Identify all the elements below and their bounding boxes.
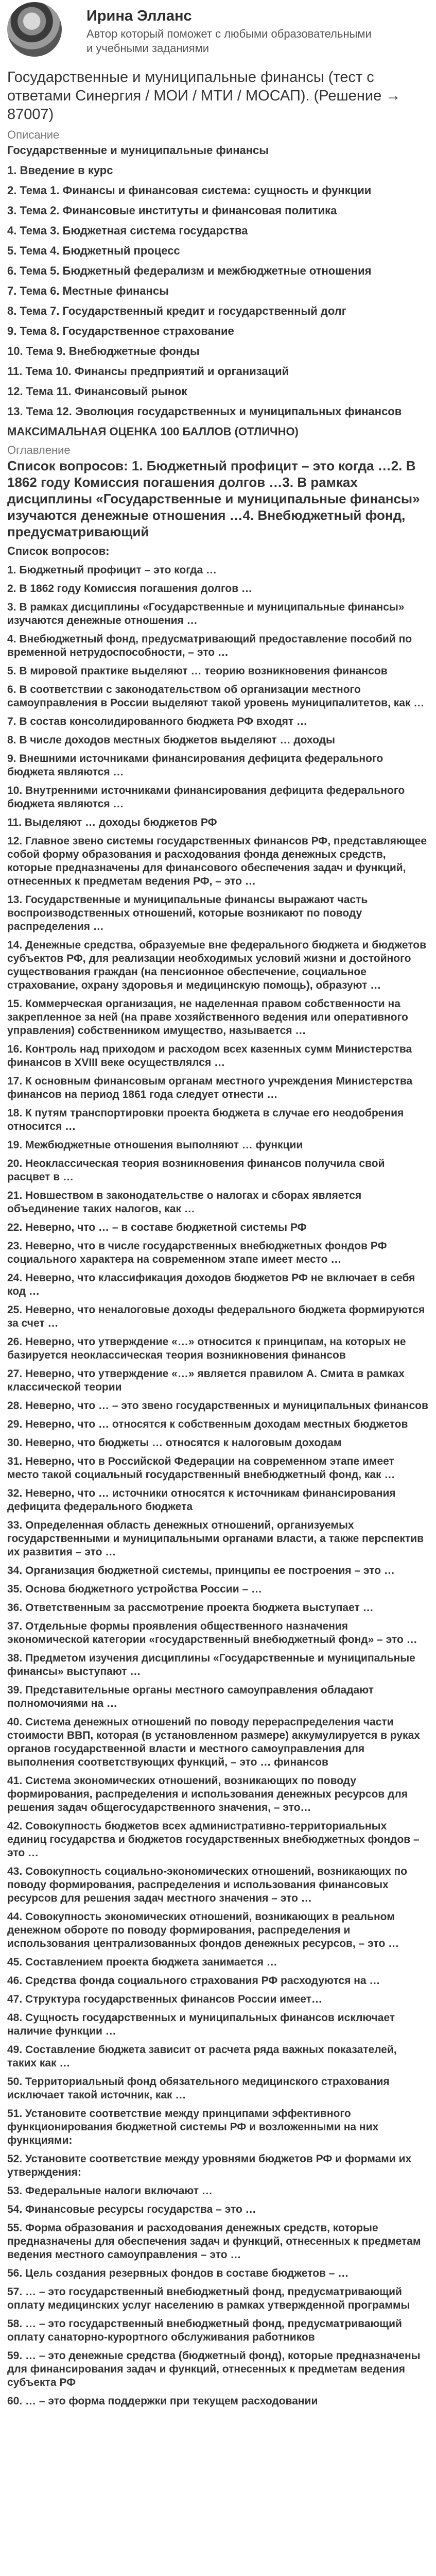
question-item: 44. Совокупность экономических отношений, возникающих в реальном денежном обороте по поводу формирования, распределения и использования централизованных фондов денежных ресурсов, – это …	[7, 1911, 399, 1950]
topic-item: 7. Тема 6. Местные финансы	[7, 284, 169, 297]
question-item: 22. Неверно, что … – в составе бюджетной системы РФ	[7, 1222, 307, 1233]
description-label: Описание	[7, 128, 60, 141]
question-item: 13. Государственные и муниципальные финансы выражают часть воспроизводственных отношений, которые возникают по поводу распределения …	[7, 894, 368, 933]
question-item: 10. Внутренними источниками финансирования дефицита федерального бюджета являются …	[7, 785, 405, 810]
question-item: 12. Главное звено системы государственных финансов РФ, представляющее собой форму образования и расходования фонда денежных средств, которые предназначены для финансового обеспечения задач и функций, отнесенных к предметам ведения РФ, – это …	[7, 835, 427, 887]
toc-heading: Список вопросов: 1. Бюджетный профицит – это когда …2. В 1862 году Комиссия погашения долгов …3. В рамках дисциплины «Государственные и муниципальные финансы» изучаются денежные отношения …4. Внебюджетный фонд, предусматривающий	[7, 458, 420, 539]
topic-item: 1. Введение в курс	[7, 164, 113, 177]
question-item: 50. Территориальный фонд обязательного медицинского страхования исключает такой источник, как …	[7, 2076, 390, 2101]
question-item: 18. К путям транспортировки проекта бюджета в случае его неодобрения относится …	[7, 1107, 404, 1132]
question-item: 26. Неверно, что утверждение «…» относится к принципам, на которых не базируется неоклассическая теория возникновения финансов	[7, 1336, 406, 1361]
question-item: 33. Определенная область денежных отношений, организуемых государственными и муниципальными органами власти, а также перспектив их развития – это …	[7, 1519, 424, 1558]
author-name[interactable]: Ирина Элланс	[86, 8, 192, 24]
avatar[interactable]	[7, 2, 62, 57]
question-item: 59. … – это денежные средства (бюджетный фонд), которые предназначены для финансирования задач и функций, отнесенных к предметам ведения субъекта РФ	[7, 2350, 421, 2388]
question-item: 16. Контроль над приходом и расходом всех казенных сумм Министерства финансов в XVIII веке осуществлялся …	[7, 1043, 412, 1069]
question-item: 54. Финансовые ресурсы государства – это …	[7, 2204, 256, 2215]
question-item: 32. Неверно, что … источники относятся к источникам финансирования дефицита федерального бюджета	[7, 1487, 396, 1513]
question-item: 53. Федеральные налоги включают …	[7, 2185, 213, 2197]
question-item: 57. … – это государственный внебюджетный фонд, предусматривающий оплату медицинских услуг населению в рамках утвержденной программы	[7, 2286, 410, 2311]
question-item: 27. Неверно, что утверждение «…» является правилом А. Смита в рамках классической теории	[7, 1368, 405, 1393]
question-item: 2. В 1862 году Комиссия погашения долгов …	[7, 583, 253, 595]
question-item: 11. Выделяют … доходы бюджетов РФ	[7, 817, 217, 828]
question-item: 24. Неверно, что классификация доходов бюджетов РФ не включает в себя код …	[7, 1272, 415, 1297]
question-item: 20. Неоклассическая теория возникновения финансов получила свой расцвет в …	[7, 1158, 385, 1183]
toc-label: Оглавление	[7, 444, 71, 456]
question-item: 9. Внешними источниками финансирования дефицита федерального бюджета являются …	[7, 753, 383, 778]
document-title: Государственные и муниципальные финансы (тест с ответами Синергия / МОИ / МТИ / МОСАП). (Решение → 87007)	[7, 69, 401, 123]
topics-heading: Государственные и муниципальные финансы	[7, 144, 269, 157]
question-item: 30. Неверно, что бюджеты … относятся к налоговым доходам	[7, 1437, 342, 1449]
question-item: 60. … – это форма поддержки при текущем расходовании	[7, 2395, 318, 2407]
topic-item: 13. Тема 12. Эволюция государственных и муниципальных финансов	[7, 405, 402, 418]
questions-heading: Список вопросов:	[7, 545, 110, 557]
question-item: 47. Структура государственных финансов России имеет…	[7, 1993, 322, 2005]
question-item: 28. Неверно, что … – это звено государственных и муниципальных финансов	[7, 1400, 428, 1412]
question-item: 25. Неверно, что неналоговые доходы федерального бюджета формируются за счет …	[7, 1304, 425, 1329]
question-item: 29. Неверно, что … относятся к собственным доходам местных бюджетов	[7, 1418, 408, 1430]
question-item: 52. Установите соответствие между уровнями бюджетов РФ и формами их утверждения:	[7, 2153, 412, 2178]
question-item: 46. Средства фонда социального страхования РФ расходуются на …	[7, 1975, 380, 1987]
question-item: 5. В мировой практике выделяют … теорию возникновения финансов	[7, 665, 388, 677]
max-score: МАКСИМАЛЬНАЯ ОЦЕНКА 100 БАЛЛОВ (ОТЛИЧНО)	[7, 425, 299, 438]
question-item: 17. К основным финансовым органам местного учреждения Министерства финансов на период 1861 года следует отнести …	[7, 1075, 413, 1100]
question-item: 45. Составлением проекта бюджета занимается …	[7, 1956, 277, 1968]
question-item: 48. Сущность государственных и муниципальных финансов исключает наличие функции …	[7, 2012, 395, 2037]
topic-item: 9. Тема 8. Государственное страхование	[7, 325, 234, 337]
question-item: 51. Установите соответствие между принципами эффективного функционирования бюджетной системы РФ и возложенными на них функциями:	[7, 2108, 379, 2146]
question-item: 4. Внебюджетный фонд, предусматривающий предоставление пособий по временной нетрудоспособности, – это …	[7, 633, 412, 658]
topic-item: 3. Тема 2. Финансовые институты и финансовая политика	[7, 204, 337, 217]
question-item: 8. В числе доходов местных бюджетов выделяют … доходы	[7, 734, 335, 746]
question-item: 37. Отдельные формы проявления общественного назначения экономической категории «государственный внебюджетный фонд» – это …	[7, 1620, 417, 1646]
question-item: 31. Неверно, что в Российской Федерации на современном этапе имеет место такой социальный государственный внебюджетный фонд, как …	[7, 1455, 395, 1481]
question-item: 35. Основа бюджетного устройства России – …	[7, 1583, 262, 1595]
question-item: 19. Межбюджетные отношения выполняют … функции	[7, 1139, 303, 1151]
question-item: 7. В состав консолидированного бюджета РФ входят …	[7, 716, 308, 727]
question-item: 56. Цель создания резервных фондов в составе бюджетов – …	[7, 2267, 349, 2279]
topic-item: 8. Тема 7. Государственный кредит и государственный долг	[7, 304, 346, 317]
topic-item: 6. Тема 5. Бюджетный федерализм и межбюджетные отношения	[7, 264, 372, 277]
question-item: 43. Совокупность социально-экономических отношений, возникающих по поводу формирования, распределения и использования финансовых ресурсов для решения задач местного значения – это …	[7, 1866, 408, 1904]
question-item: 34. Организация бюджетной системы, принципы ее построения – это …	[7, 1565, 395, 1577]
question-item: 15. Коммерческая организация, не наделенная правом собственности на закрепленное за ней (на праве хозяйственного ведения или оперативного управления) собственником имущество, называется …	[7, 998, 408, 1037]
author-card	[7, 0, 429, 57]
question-item: 1. Бюджетный профицит – это когда …	[7, 564, 217, 576]
question-item: 39. Представительные органы местного самоуправления обладают полномочиями на …	[7, 1684, 374, 1709]
question-item: 6. В соответствии с законодательством об организации местного самоуправления в России выделяют такой уровень муниципалитетов, как …	[7, 684, 425, 709]
question-item: 14. Денежные средства, образуемые вне федерального бюджета и бюджетов субъектов РФ, для реализации необходимых условий жизни и достойного существования граждан (на пенсионное обеспечение, социальное страхование, охрану здоровья и медицинскую помощь), образуют …	[7, 939, 427, 991]
topic-item: 4. Тема 3. Бюджетная система государства	[7, 224, 248, 237]
question-item: 21. Новшеством в законодательстве о налогах и сборах является объединение таких налогов, как …	[7, 1190, 362, 1215]
question-item: 41. Система экономических отношений, возникающих по поводу формирования, распределения и использования денежных ресурсов для решения задач общегосударственного значения, – это…	[7, 1775, 408, 1814]
author-info	[86, 2, 375, 56]
topic-item: 10. Тема 9. Внебюджетные фонды	[7, 345, 200, 358]
question-item: 3. В рамках дисциплины «Государственные и муниципальные финансы» изучаются денежные отношения …	[7, 601, 405, 626]
topics-list	[7, 163, 429, 419]
author-description: Автор который поможет с любыми образовательными и учебными заданиями	[86, 27, 372, 55]
topic-item: 2. Тема 1. Финансы и финансовая система: сущность и функции	[7, 184, 372, 197]
question-item: 38. Предметом изучения дисциплины «Государственные и муниципальные финансы» выступают …	[7, 1652, 415, 1677]
topic-item: 5. Тема 4. Бюджетный процесс	[7, 244, 180, 257]
question-item: 49. Составление бюджета зависит от расчета ряда важных показателей, таких как …	[7, 2044, 397, 2069]
question-item: 36. Ответственным за рассмотрение проекта бюджета выступает …	[7, 1602, 374, 1614]
question-item: 40. Система денежных отношений по поводу перераспределения части стоимости ВВП, которая (в установленном размере) аккумулируется в руках органов государственной власти и местного самоуправления для выполнения соответствующих функций, – это … финансов	[7, 1716, 420, 1768]
question-item: 58. … – это государственный внебюджетный фонд, предусматривающий оплату санаторно-курортного обслуживания работников	[7, 2318, 402, 2343]
questions-list	[7, 564, 429, 2408]
topic-item: 11. Тема 10. Финансы предприятий и организаций	[7, 365, 289, 378]
question-item: 55. Форма образования и расходования денежных средств, которые предназначены для обеспечения задач и функций, отнесенных к предметам ведения местного самоуправления – это …	[7, 2222, 421, 2261]
question-item: 23. Неверно, что в числе государственных внебюджетных фондов РФ социального характера на современном этапе имеет место …	[7, 1240, 387, 1265]
question-item: 42. Совокупность бюджетов всех административно-территориальных единиц государства и бюджетов государственных внебюджетных фондов – это …	[7, 1820, 420, 1859]
topic-item: 12. Тема 11. Финансовый рынок	[7, 385, 187, 398]
